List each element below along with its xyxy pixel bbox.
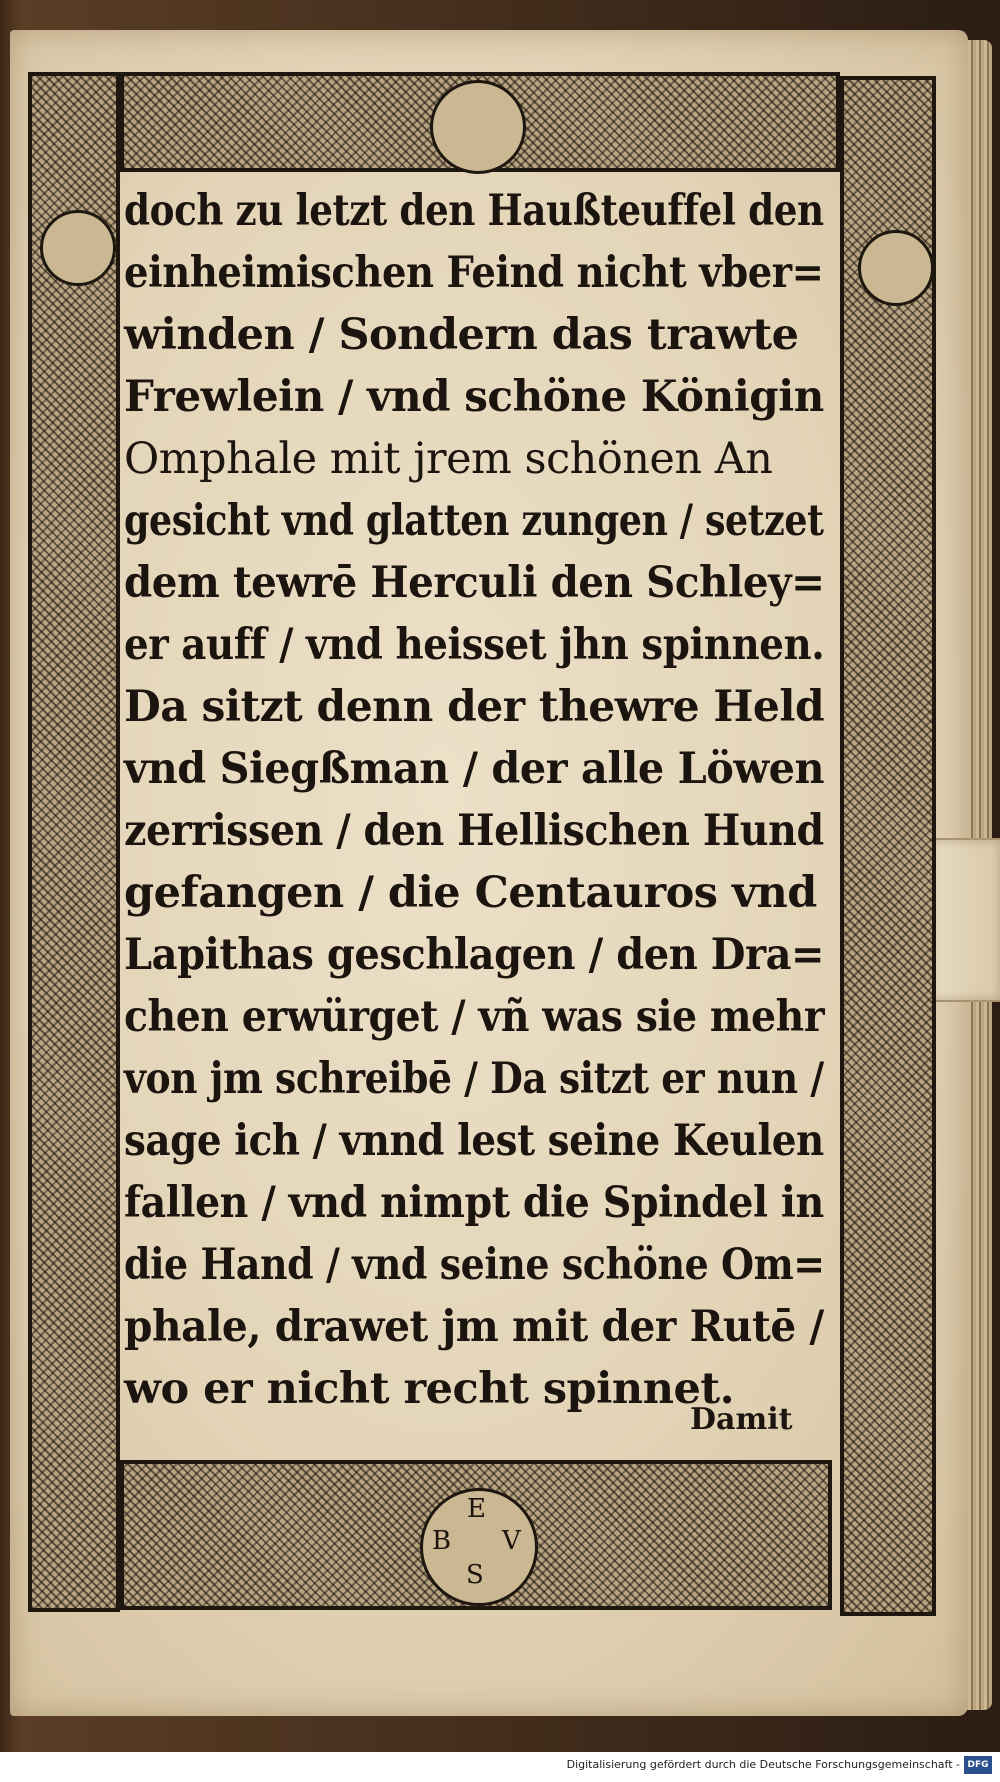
text-line: chen erwürget / vñ was sie mehr (124, 992, 825, 1042)
saint-portrait-ornament (40, 210, 116, 286)
monogram-letter-right: V (502, 1526, 521, 1556)
saint-portrait-ornament-right (858, 230, 934, 306)
text-line: Da sitzt denn der thewre Held (124, 682, 825, 732)
text-line: er auff / vnd heisset jhn spinnen. (124, 620, 825, 670)
text-line: gesicht vnd glatten zungen / setzet (124, 496, 824, 546)
text-line: Omphale mit jrem schönen An (124, 434, 773, 484)
text-line: wo er nicht recht spinnet. (124, 1364, 735, 1414)
text-line: die Hand / vnd seine schöne Om= (124, 1240, 825, 1290)
text-line: sage ich / vnnd lest seine Keulen (124, 1116, 824, 1166)
monogram-letter-top: E (467, 1494, 486, 1524)
text-line: von jm schreibē / Da sitzt er nun / (124, 1054, 824, 1104)
text-line: Frewlein / vnd schöne Königin (124, 372, 824, 422)
monogram-letter-left: B (432, 1526, 452, 1556)
catchword: Damit (690, 1402, 793, 1437)
text-line: zerrissen / den Hellischen Hund (124, 806, 824, 856)
dfg-logo: DFG (964, 1756, 992, 1774)
funding-credit: Digitalisierung gefördert durch die Deutsche Forschungsgemeinschaft - (566, 1758, 960, 1771)
text-line: phale, drawet jm mit der Rutē / (124, 1302, 824, 1352)
woodcut-border-left (28, 72, 120, 1612)
text-line: einheimischen Feind nicht vber= (124, 248, 824, 298)
text-line: dem tewrē Herculi den Schley= (124, 558, 825, 608)
text-line: vnd Siegßman / der alle Löwen (124, 744, 825, 794)
page-clasp (928, 838, 1000, 1002)
text-line: fallen / vnd nimpt die Spindel in (124, 1178, 824, 1228)
text-line: doch zu letzt den Haußteuffel den (124, 186, 824, 236)
text-line: winden / Sondern das trawte (124, 310, 799, 360)
woodcut-border-right (840, 76, 936, 1616)
text-line: gefangen / die Centauros vnd (124, 868, 817, 918)
monogram-letter-bottom: S (466, 1560, 484, 1590)
text-line: Lapithas geschlagen / den Dra= (124, 930, 825, 980)
cherub-head-ornament (430, 80, 526, 174)
